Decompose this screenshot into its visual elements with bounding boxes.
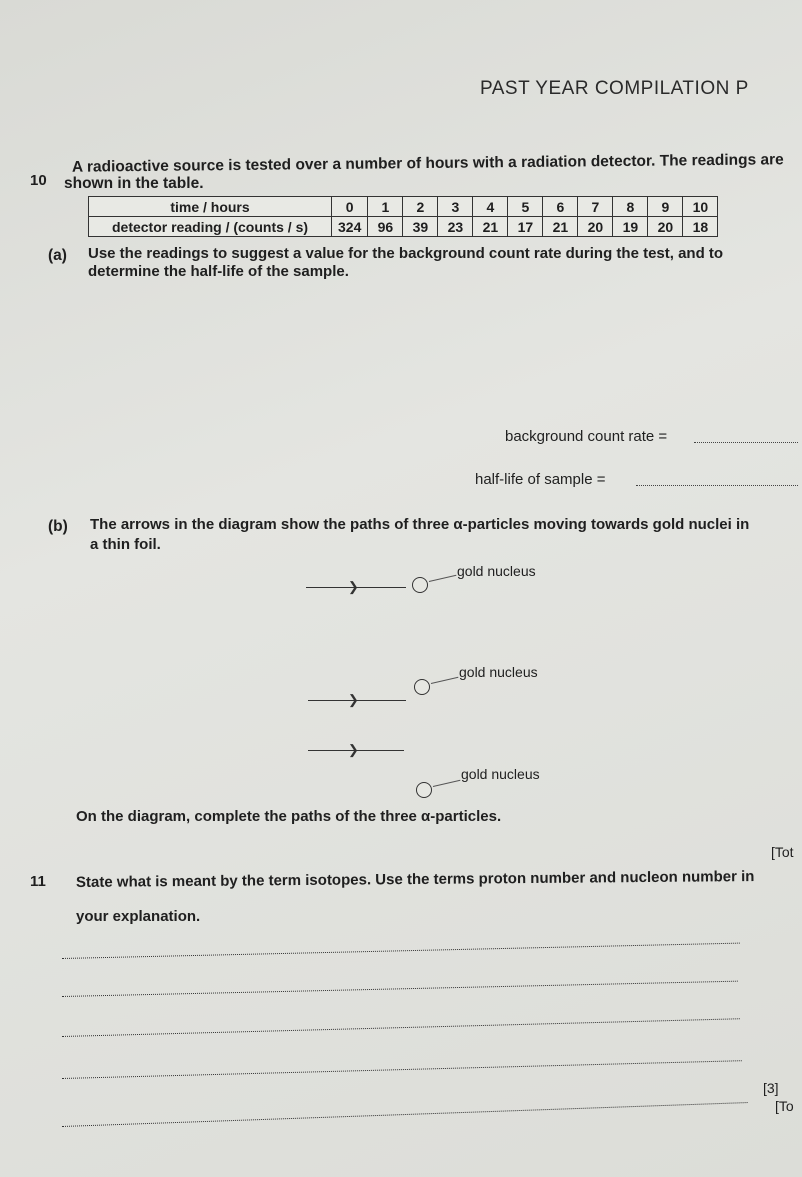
- table-cell: 39: [403, 217, 438, 237]
- question-11-marks: [3]: [763, 1080, 779, 1096]
- table-cell: 8: [613, 197, 648, 217]
- answer-line[interactable]: [62, 1102, 748, 1127]
- gold-nucleus-2: [414, 679, 430, 695]
- answer-line[interactable]: [62, 1060, 742, 1079]
- part-b-instruction: On the diagram, complete the paths of the three α-particles.: [76, 808, 502, 825]
- arrowhead-icon: ❯: [348, 742, 359, 757]
- label-leader-line: [433, 780, 461, 787]
- table-cell: 2: [403, 197, 438, 217]
- page-header: PAST YEAR COMPILATION P: [480, 78, 749, 99]
- table-cell: 324: [332, 217, 368, 237]
- table-cell: 7: [578, 197, 613, 217]
- gold-nucleus-1: [412, 577, 428, 593]
- table-cell: 10: [683, 197, 718, 217]
- label-leader-line: [431, 677, 459, 684]
- table-cell: 96: [368, 217, 403, 237]
- half-life-answer-line[interactable]: [636, 485, 798, 486]
- table-cell: 4: [473, 197, 508, 217]
- background-count-rate-label: background count rate =: [505, 428, 668, 445]
- table-cell: 1: [368, 197, 403, 217]
- question-10-intro-line2: shown in the table.: [64, 175, 204, 192]
- label-leader-line: [429, 575, 457, 582]
- question-11-text-line2: your explanation.: [76, 908, 201, 925]
- table-cell: 21: [543, 217, 578, 237]
- arrowhead-icon: ❯: [348, 692, 359, 707]
- question-10-total-tag: [Tot: [771, 844, 794, 860]
- readings-table: [88, 196, 718, 237]
- table-cell: 23: [438, 217, 473, 237]
- table-cell: 5: [508, 197, 543, 217]
- question-10-intro-line1: A radioactive source is tested over a number of hours with a radiation detector. The readings are: [71, 151, 784, 176]
- table-row-label: detector reading / (counts / s): [89, 217, 332, 237]
- part-b-label: (b): [48, 518, 68, 535]
- part-a-text-line1: Use the readings to suggest a value for the background count rate during the test, and to: [88, 245, 724, 262]
- background-count-rate-answer-line[interactable]: [694, 442, 798, 443]
- part-a-text-line2: determine the half-life of the sample.: [88, 263, 349, 280]
- table-row-time: [89, 197, 718, 217]
- part-a-label: (a): [48, 247, 67, 264]
- table-cell: 9: [648, 197, 683, 217]
- table-cell: 17: [508, 217, 543, 237]
- answer-line[interactable]: [62, 981, 738, 997]
- question-11-text-line1: State what is meant by the term isotopes. Use the terms proton number and nucleon number in: [75, 868, 755, 891]
- table-cell: 20: [648, 217, 683, 237]
- arrowhead-icon: ❯: [348, 579, 359, 594]
- table-cell: 21: [473, 217, 508, 237]
- question-10-number: 10: [30, 172, 47, 189]
- table-row-label: time / hours: [89, 197, 332, 217]
- gold-nucleus-label-3: gold nucleus: [461, 766, 540, 782]
- answer-line[interactable]: [62, 1018, 740, 1037]
- table-cell: 19: [613, 217, 648, 237]
- question-11-number: 11: [30, 873, 46, 890]
- table-cell: 6: [543, 197, 578, 217]
- table-cell: 20: [578, 217, 613, 237]
- table-cell: 0: [332, 197, 368, 217]
- gold-nucleus-label-2: gold nucleus: [459, 664, 538, 680]
- gold-nucleus-label-1: gold nucleus: [457, 563, 536, 579]
- table-cell: 18: [683, 217, 718, 237]
- part-b-text-line1: The arrows in the diagram show the paths of three α-particles moving towards gold nuclei in: [90, 516, 750, 533]
- gold-nucleus-3: [416, 782, 432, 798]
- table-cell: 3: [438, 197, 473, 217]
- question-11-total-tag: [To: [775, 1098, 794, 1114]
- half-life-label: half-life of sample =: [475, 471, 606, 488]
- table-row-reading: [89, 217, 718, 237]
- part-b-text-line2: a thin foil.: [90, 536, 161, 553]
- answer-line[interactable]: [62, 943, 740, 959]
